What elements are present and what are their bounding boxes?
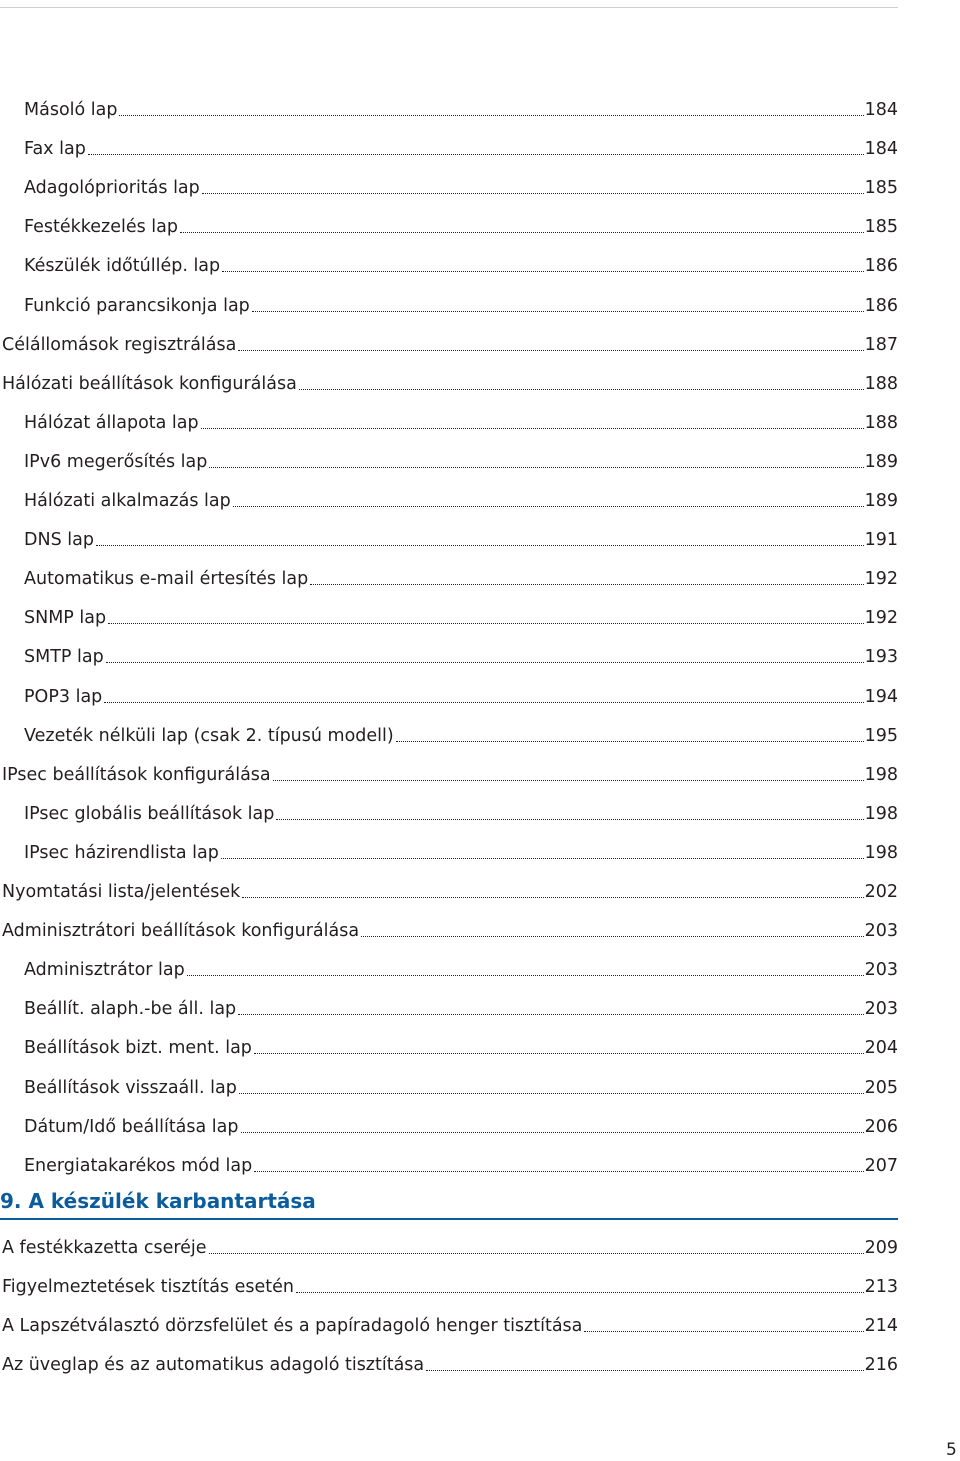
toc-entry[interactable] (24, 604, 898, 628)
toc-entry[interactable] (24, 643, 898, 667)
toc-entry[interactable] (24, 956, 898, 980)
toc-entry-page: 192 (864, 569, 898, 590)
toc-entry-label: Hálózat állapota lap (24, 412, 199, 433)
toc-entry-label: Dátum/Idő beállítása lap (24, 1116, 239, 1137)
toc-entry[interactable] (24, 96, 898, 120)
toc-entry-page: 186 (864, 295, 898, 316)
toc-entry-label: SMTP lap (24, 647, 104, 668)
toc-entry-label: Készülék időtúllép. lap (24, 256, 221, 277)
dot-leader (180, 232, 864, 233)
toc-entry[interactable] (24, 174, 898, 198)
dot-leader (254, 1171, 863, 1172)
dot-leader (201, 428, 864, 429)
toc-entry-page: 205 (864, 1077, 898, 1098)
dot-leader (96, 545, 864, 546)
dot-leader (233, 506, 864, 507)
toc-entry[interactable] (24, 135, 898, 159)
toc-entry[interactable] (2, 761, 898, 785)
toc-entry-label: IPsec házirendlista lap (24, 842, 219, 863)
dot-leader (584, 1331, 863, 1332)
toc-entry-page: 204 (864, 1038, 898, 1059)
dot-leader (396, 741, 864, 742)
toc-entry-label: Adagolóprioritás lap (24, 178, 200, 199)
toc-entry-page: 187 (864, 334, 898, 355)
toc-entry[interactable] (24, 1074, 898, 1098)
toc-entry-page: 188 (864, 412, 898, 433)
toc-entry[interactable] (2, 1273, 898, 1297)
dot-leader (241, 1132, 864, 1133)
toc-entry[interactable] (2, 878, 898, 902)
toc-entry-page: 189 (864, 451, 898, 472)
toc-entry[interactable] (24, 839, 898, 863)
dot-leader (252, 311, 864, 312)
toc-entry[interactable] (24, 409, 898, 433)
dot-leader (242, 897, 863, 898)
dot-leader (221, 858, 864, 859)
toc-entry[interactable] (2, 331, 898, 355)
toc-entry-page: 195 (864, 725, 898, 746)
toc-entry[interactable] (24, 995, 898, 1019)
toc-entry-page: 198 (864, 764, 898, 785)
dot-leader (222, 271, 863, 272)
dot-leader (238, 350, 863, 351)
toc-entry[interactable] (24, 565, 898, 589)
top-rule (0, 7, 898, 8)
toc-entry-page: 203 (864, 960, 898, 981)
dot-leader (209, 467, 863, 468)
toc-entry[interactable] (24, 1034, 898, 1058)
toc-entry[interactable] (24, 252, 898, 276)
toc-entry-label: Energiatakarékos mód lap (24, 1155, 253, 1176)
toc-entry-label: Vezeték nélküli lap (csak 2. típusú modell) (24, 725, 394, 746)
toc-entry-page: 191 (864, 530, 898, 551)
toc-entry-page: 186 (864, 256, 898, 277)
toc-entry-label: Beállítások bizt. ment. lap (24, 1038, 252, 1059)
toc-entry-label: Adminisztrátor lap (24, 960, 185, 981)
toc-entry[interactable] (24, 526, 898, 550)
dot-leader (273, 780, 864, 781)
dot-leader (106, 662, 864, 663)
toc-entry[interactable] (24, 800, 898, 824)
dot-leader (361, 936, 864, 937)
toc-entry-page: 189 (864, 491, 898, 511)
toc-entry-page: 206 (864, 1116, 898, 1137)
toc-entry-page: 193 (864, 647, 898, 668)
toc-entry-label: Hálózati beállítások konfigurálása (2, 373, 297, 394)
dot-leader (310, 584, 863, 585)
toc-entry-label: Nyomtatási lista/jelentések (2, 882, 241, 902)
toc-entry-label: POP3 lap (24, 686, 103, 707)
toc-entry-label: Hálózati alkalmazás lap (24, 491, 231, 511)
page-number: 5 (946, 1440, 957, 1460)
toc-entry-page: 213 (864, 1277, 898, 1297)
toc-entry-page: 209 (864, 1238, 898, 1258)
toc-entry-label: Figyelmeztetések tisztítás esetén (2, 1277, 294, 1297)
toc-entry-label: Fax lap (24, 139, 86, 160)
toc-entry-label: IPsec beállítások konfigurálása (2, 764, 271, 785)
toc-entry-page: 203 (864, 999, 898, 1020)
toc-entry-page: 203 (864, 921, 898, 942)
dot-leader (187, 975, 864, 976)
toc-entry-label: Célállomások regisztrálása (2, 334, 237, 355)
toc-entry[interactable] (24, 487, 898, 511)
toc-entry-label: Festékkezelés lap (24, 217, 178, 238)
toc-entry-label: SNMP lap (24, 608, 107, 629)
toc-entry[interactable] (24, 1152, 898, 1176)
dot-leader (254, 1053, 864, 1054)
toc-entry-label: IPv6 megerősítés lap (24, 451, 208, 472)
dot-leader (239, 1093, 864, 1094)
toc-entry-label: A Lapszétválasztó dörzsfelület és a papíradagoló henger tisztítása (2, 1316, 583, 1336)
toc-entry[interactable] (24, 683, 898, 707)
toc-entry-page: 214 (864, 1316, 898, 1336)
toc-entry-page: 198 (864, 803, 898, 824)
toc-entry-page: 188 (864, 373, 898, 394)
dot-leader (209, 1253, 864, 1254)
toc-entry-label: IPsec globális beállítások lap (24, 803, 275, 824)
toc-entry[interactable] (24, 213, 898, 237)
dot-leader (299, 389, 864, 390)
dot-leader (119, 115, 863, 116)
dot-leader (88, 154, 864, 155)
toc-entry-label: Beállít. alaph.-be áll. lap (24, 999, 237, 1020)
toc-entry-page: 216 (864, 1355, 898, 1375)
chapter-heading[interactable]: 9. A készülék karbantartása (0, 1186, 898, 1220)
dot-leader (238, 1014, 863, 1015)
toc-entry[interactable] (2, 917, 898, 941)
toc-entry-label: DNS lap (24, 530, 94, 551)
dot-leader (108, 623, 863, 624)
toc-entry-page: 184 (864, 139, 898, 160)
toc-entry-page: 194 (864, 686, 898, 707)
toc-entry-label: Adminisztrátori beállítások konfigurálása (2, 921, 360, 942)
dot-leader (296, 1292, 864, 1293)
toc-entry-page: 202 (864, 882, 898, 902)
toc-entry[interactable] (24, 722, 898, 746)
toc-entry-page: 207 (864, 1155, 898, 1176)
toc-entry[interactable] (2, 1351, 898, 1375)
toc-entry[interactable] (24, 292, 898, 316)
toc-entry-label: Az üveglap és az automatikus adagoló tisztítása (2, 1355, 425, 1375)
toc-entry[interactable] (24, 448, 898, 472)
dot-leader (104, 702, 863, 703)
toc-entry-label: Funkció parancsikonja lap (24, 295, 250, 316)
toc-entry-page: 184 (864, 100, 898, 120)
toc-entry[interactable] (24, 1113, 898, 1137)
dot-leader (276, 819, 863, 820)
toc-entry-label: Másoló lap (24, 100, 118, 120)
toc-entry-page: 185 (864, 178, 898, 199)
dot-leader (426, 1370, 863, 1371)
toc-entry-page: 185 (864, 217, 898, 238)
dot-leader (202, 193, 864, 194)
toc-entry-label: Automatikus e-mail értesítés lap (24, 569, 309, 590)
toc-entry-label: Beállítások visszaáll. lap (24, 1077, 237, 1098)
toc-entry-page: 198 (864, 842, 898, 863)
toc-entry-page: 192 (864, 608, 898, 629)
toc-entry[interactable] (2, 370, 898, 394)
toc-entry-label: A festékkazetta cseréje (2, 1238, 207, 1258)
toc-entry[interactable] (2, 1312, 898, 1336)
toc-entry[interactable] (2, 1234, 898, 1258)
